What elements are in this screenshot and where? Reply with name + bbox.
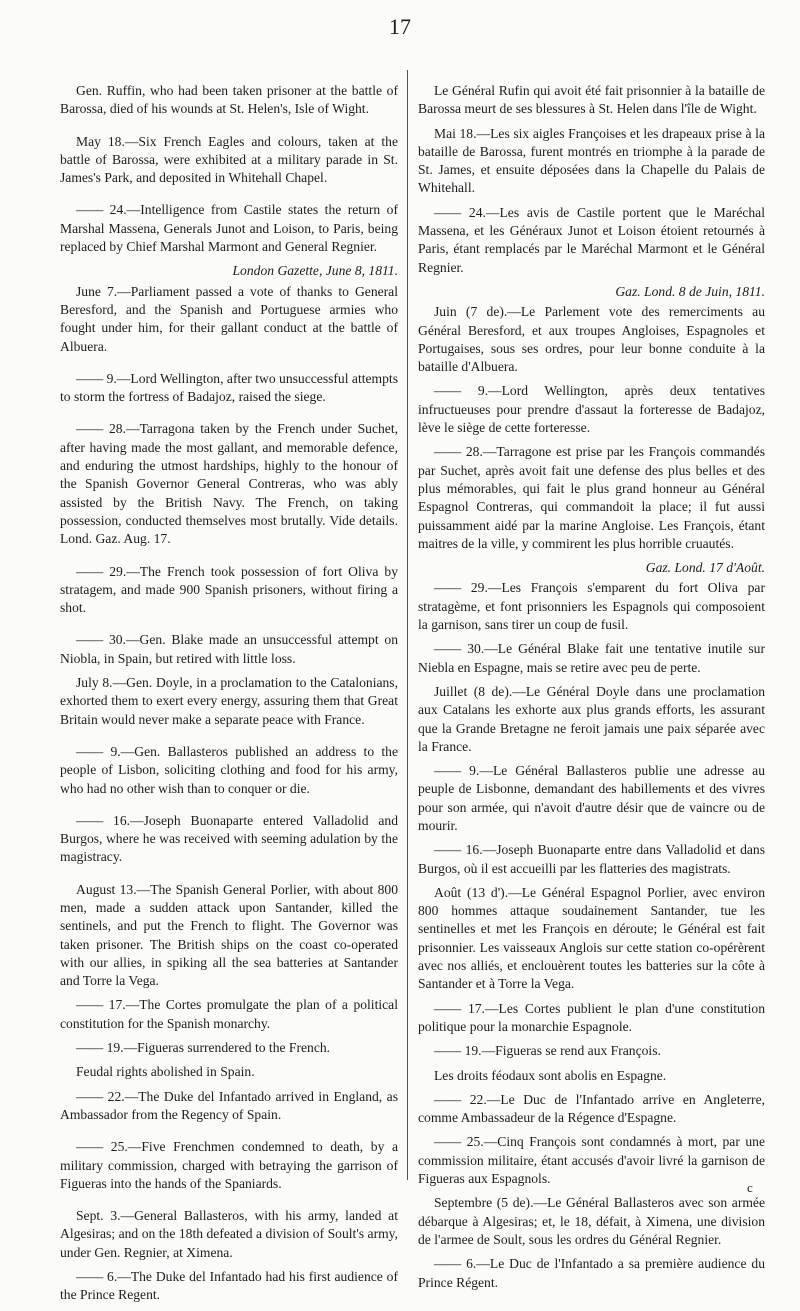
english-entry: Feudal rights abolished in Spain. — [76, 1064, 255, 1080]
french-source-citation: Gaz. Lond. 17 d'Août. — [645, 560, 765, 576]
english-entry: Gen. Ruffin, who had been taken prisoner at the battle of Barossa, died of his wounds at St. Helen's, Isle of Wight. — [60, 83, 398, 117]
french-entry: —— 9.—Le Général Ballasteros publie une adresse au peuple de Lisbonne, demandant des habillements et des vivres pour son armée, qui n'avoit d'autre désir que de vaincre ou de mourir. — [418, 763, 765, 833]
french-entry: —— 29.—Les François s'emparent du fort Oliva par stratagème, et font prisonniers les Espagnols qui composoient la garnison, sans tirer un coup de fusil. — [418, 580, 765, 633]
french-entry: —— 22.—Le Duc de l'Infantado arrive en Angleterre, comme Ambassadeur de la Régence d'Espagne. — [418, 1091, 765, 1126]
english-entry: —— 19.—Figueras surrendered to the French. — [76, 1040, 331, 1056]
french-entry: Juillet (8 de).—Le Général Doyle dans une proclamation aux Catalans les exhorte aux plus grands efforts, les assurant que la Grande Bretagne ne feroit jamais une paix séparée avec la France. — [418, 683, 765, 754]
french-entry: Le Général Rufin qui avoit été fait prisonnier à la bataille de Barossa meurt de ses blessures à St. Helen dans l'île de Wight. — [418, 83, 765, 117]
french-entry: Les droits féodaux sont abolis en Espagne. — [434, 1067, 667, 1083]
english-entry: —— 6.—The Duke del Infantado had his first audience of the Prince Regent. — [60, 1269, 398, 1303]
english-entry: —— 30.—Gen. Blake made an unsuccessful attempt on Niobla, in Spain, but retired with little loss. — [60, 632, 398, 666]
english-entry: —— 9.—Gen. Ballasteros published an address to the people of Lisbon, soliciting clothing and food for his army, who had no other wish than to conquer or die. — [60, 743, 398, 796]
english-entry: —— 16.—Joseph Buonaparte entered Valladolid and Burgos, where he was received with seeming adulation by the magistracy. — [60, 812, 398, 865]
french-source-citation: Gaz. Lond. 8 de Juin, 1811. — [615, 283, 765, 299]
english-entry: —— 22.—The Duke del Infantado arrived in England, as Ambassador from the Regency of Spain. — [60, 1088, 398, 1122]
french-entry: —— 30.—Le Général Blake fait une tentative inutile sur Niebla en Espagne, mais se retire avec peu de perte. — [418, 641, 765, 675]
english-entry: June 7.—Parliament passed a vote of thanks to General Beresford, and the Spanish and Portuguese armies who fought under him, for their gallant conduct at the battle of Albuera. — [60, 283, 398, 354]
french-entry: —— 9.—Lord Wellington, après deux tentatives infructueuses pour prendre d'assaut la forteresse de Badajoz, lève le siège de cette forteresse. — [418, 383, 765, 436]
signature-mark: c — [747, 1180, 753, 1195]
english-entry: May 18.—Six French Eagles and colours, taken at the battle of Barossa, were exhibited at a military parade in St. James's Park, and deposited in Whitehall Chapel. — [60, 133, 398, 186]
french-entry: —— 28.—Tarragone est prise par les François commandés par Suchet, après avoit fait une defense des plus belles et des plus mémorables, qui fait le plus grand honneur au Général Espagnol Contreras, qui commandoit la place; il fut aussi puissamment aidé par la marine Angloise. Les François, étant maitres de la ville, y commirent les plus horrible cruautés. — [418, 444, 765, 551]
french-entry: —— 19.—Figueras se rend aux François. — [434, 1043, 661, 1059]
english-entry: —— 9.—Lord Wellington, after two unsuccessful attempts to storm the fortress of Badajoz, raised the siege. — [60, 370, 398, 405]
french-entry: Mai 18.—Les six aigles Françoises et les drapeaux prise à la bataille de Barossa, furent montrés en triomphe à la parade de St. James, et ensuite déposées dans la Chapelle du Palais de Whitehall. — [418, 125, 765, 196]
english-entry: —— 25.—Five Frenchmen condemned to death, by a military commission, charged with betraying the garrison of Figueras into the hands of the Spaniards. — [60, 1139, 398, 1191]
french-column — [418, 82, 765, 1298]
french-entry: Juin (7 de).—Le Parlement vote des remerciments au Général Beresford, et aux troupes Angloises, Espagnoles et Portugaises, sous ses ordres, pour leur bonne conduite à la bataille d'Albuera. — [418, 304, 765, 375]
english-entry: —— 17.—The Cortes promulgate the plan of a political constitution for the Spanish monarchy. — [60, 997, 398, 1031]
english-entry: —— 28.—Tarragona taken by the French under Suchet, after having made the most gallant, and memorable defence, and enduring the utmost hardships, highly to the honour of the Spanish Governor General Contreras, who was ably assisted by the British Navy. The French, on taking possession, conducted themselves most brutally. Vide details. Lond. Gaz. Aug. 17. — [60, 421, 398, 547]
english-entry: Sept. 3.—General Ballasteros, with his army, landed at Algesiras; and on the 18th defeated a division of Soult's army, under Gen. Regnier, at Ximena. — [60, 1208, 398, 1260]
english-column — [60, 82, 398, 1311]
french-entry: —— 17.—Les Cortes publient le plan d'une constitution politique pour la monarchie Espagnole. — [418, 1000, 765, 1034]
french-entry: Septembre (5 de).—Le Général Ballasteros avec son armée débarque à Algesiras; et, le 18, défait, à Ximena, une division de l'armee de Soult, sous les ordres du Général Regnier. — [418, 1195, 765, 1247]
french-entry: Août (13 d').—Le Général Espagnol Porlier, avec environ 800 hommes attaque soudainement Santander, tue les sentinelles et met les François en déroute; le Général est fait prisonnier. Les vaisseaux Anglois sur cette station co-opérèrent avec nos alliés, et enclouèrent toutes les batteries sur la côte à Santander et à Torre la Vega. — [418, 884, 765, 992]
french-entry: —— 24.—Les avis de Castile portent que le Maréchal Massena, et les Généraux Junot et Loison étoient retournés à Paris, étant remplacés par le Maréchal Marmont et le Général Regnier. — [418, 204, 765, 275]
french-entry: —— 16.—Joseph Buonaparte entre dans Valladolid et dans Burgos, où il est accueilli par les flatteries des magistrats. — [418, 842, 765, 876]
english-entry: August 13.—The Spanish General Porlier, with about 800 men, made a sudden attack upon Santander, killed the sentinels, and put the French to flight. The Governor was taken prisoner. The British ships on the coast co-operated with our allies, in spiking all the sea batteries at Santander and Torre la Vega. — [60, 881, 398, 989]
french-entry: —— 25.—Cinq François sont condamnés à mort, par une commission militaire, étant accusés d'avoir livré la garnison de Figueras aux Espagnols. — [418, 1134, 765, 1187]
english-entry: —— 29.—The French took possession of fort Oliva by stratagem, and made 900 Spanish prisoners, without firing a shot. — [60, 563, 398, 616]
french-entry: —— 6.—Le Duc de l'Infantado a sa première audience du Prince Régent. — [418, 1256, 765, 1290]
page-number: 17 — [389, 14, 411, 39]
english-entry: —— 24.—Intelligence from Castile states the return of Marshal Massena, Generals Junot and Loison, to Paris, being replaced by Chief Marshal Marmont and General Regnier. — [60, 202, 398, 255]
english-source-citation: London Gazette, June 8, 1811. — [232, 263, 398, 279]
english-entry: July 8.—Gen. Doyle, in a proclamation to the Catalonians, exhorted them to exert every energy, assuring them that Great Britain would never make a separate peace with France. — [60, 675, 398, 727]
column-divider — [407, 70, 408, 1180]
